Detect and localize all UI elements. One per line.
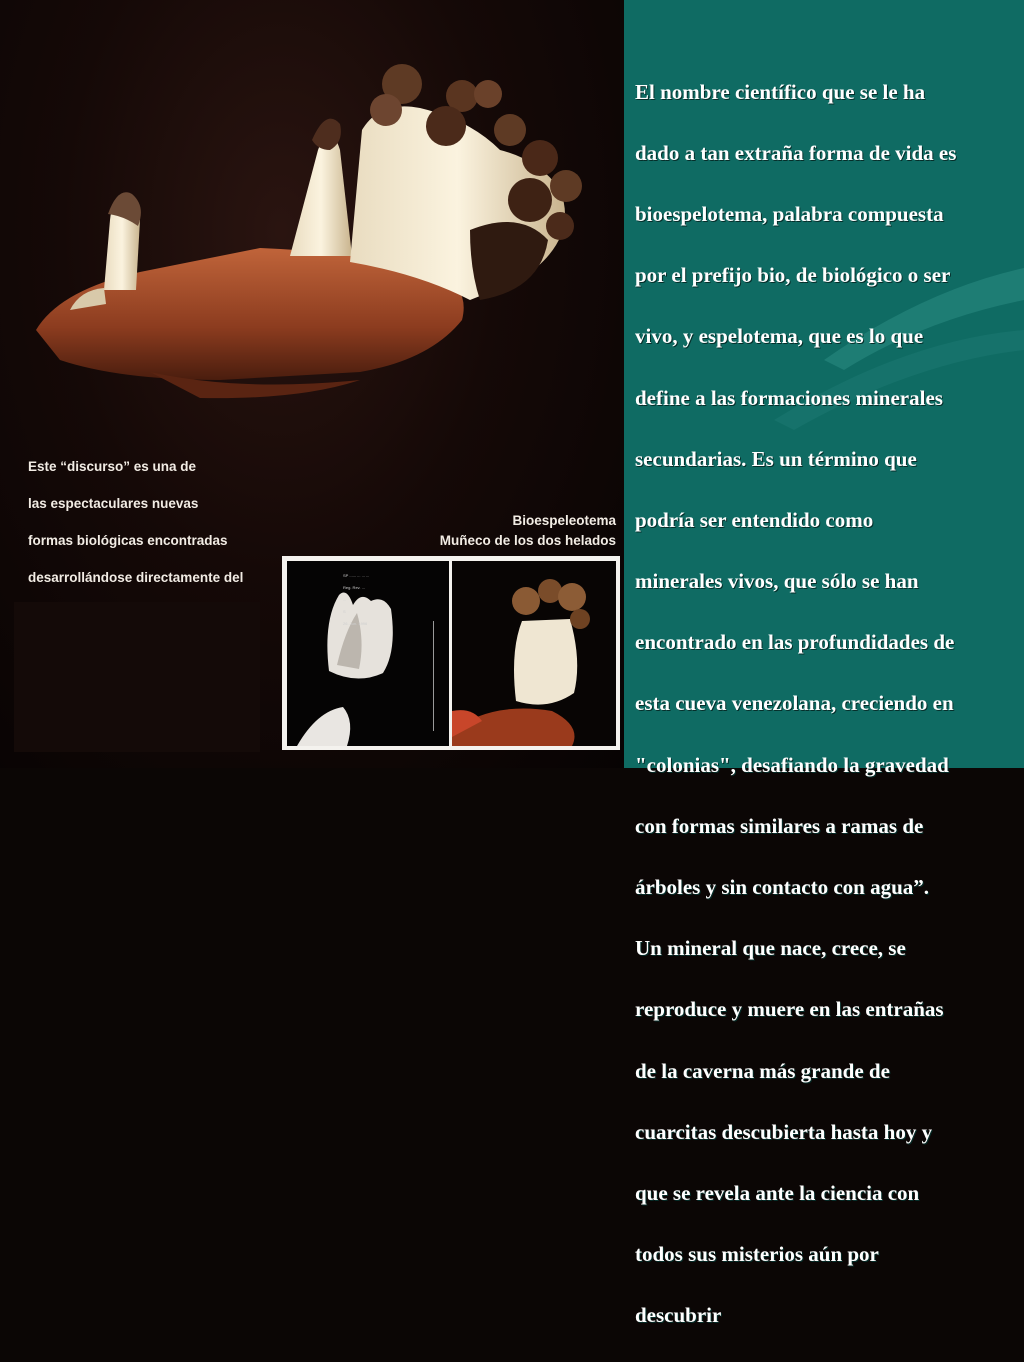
body-line: descubrir (635, 1303, 722, 1328)
body-line: árboles y sin contacto con agua”. (635, 875, 929, 900)
text-panel (624, 0, 1024, 1328)
inset-photo-right (452, 561, 616, 746)
caption-left-line: desarrollándose directamente del (28, 569, 244, 585)
photo-panel (0, 0, 624, 768)
body-line: secundarias. Es un término que (635, 446, 917, 471)
inset-right-specimen (452, 561, 616, 746)
body-line: dado a tan extraña forma de vida es (635, 140, 957, 165)
body-line: bioespelotema, palabra compuesta (635, 201, 944, 226)
dark-block (14, 602, 260, 752)
body-line: "colonias", desafiando la gravedad (635, 752, 949, 777)
caption-left-line: formas biológicas encontradas (28, 533, 228, 549)
body-text (635, 46, 1024, 1362)
caption-right-title: Bioespeleotema (512, 513, 616, 528)
caption-right-subtitle: Muñeco de los dos helados (439, 533, 616, 548)
scale-ruler (433, 621, 442, 731)
body-line: todos sus misterios aún por (635, 1242, 879, 1267)
bioespeleotema-photo (0, 0, 624, 420)
body-line: vivo, y espelotema, que es lo que (635, 324, 924, 349)
inset-photo-left (287, 561, 449, 746)
body-line: cuarcitas descubierta hasta hoy y (635, 1119, 933, 1144)
inset-annotation-line: SP ...... ... ... ... (343, 573, 370, 578)
body-line: El nombre científico que se le ha (635, 79, 926, 104)
inset-annotation-line: S (343, 609, 346, 614)
body-line: con formas similares a ramas de (635, 813, 924, 838)
inset-annotation-line: ... (343, 597, 347, 602)
caption-left-line: Este “discurso” es una de (28, 459, 197, 475)
body-line: encontrado en las profundidades de (635, 630, 955, 655)
body-line: de la caverna más grande de (635, 1058, 890, 1083)
body-line: minerales vivos, que sólo se han (635, 569, 919, 594)
inset-annotation (343, 567, 413, 633)
caption-left-line: las espectaculares nuevas (28, 496, 199, 512)
body-line: que se revela ante la ciencia con (635, 1180, 920, 1205)
caption-right (400, 511, 616, 551)
body-line: podría ser entendido como (635, 507, 874, 532)
inset-annotation-line: 26. Jun. 1996 (343, 621, 368, 626)
body-line: Un mineral que nace, crece, se (635, 936, 906, 961)
body-line: por el prefijo bio, de biológico o ser (635, 263, 951, 288)
body-line: reproduce y muere en las entrañas (635, 997, 944, 1022)
body-line: define a las formaciones minerales (635, 385, 943, 410)
inset-annotation-line: Reg. Rev. ... (343, 585, 365, 590)
body-line: esta cueva venezolana, creciendo en (635, 691, 954, 716)
